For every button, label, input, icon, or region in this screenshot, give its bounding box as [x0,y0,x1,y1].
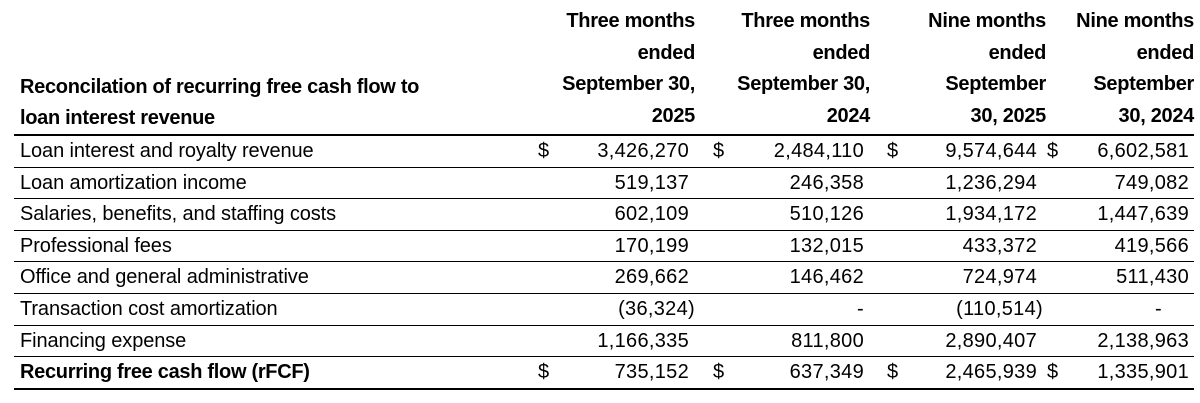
currency-symbol: $ [1047,361,1059,384]
column-header-9m-2024: Nine months ended September 30, 2024 [1076,10,1194,127]
reconciliation-table [14,6,1194,390]
table-header [14,6,1194,134]
table-title [20,72,540,134]
currency-symbol: $ [538,361,550,384]
table-row: Loan interest and royalty revenue $ 3,426,270 $ 2,484,110 $ 9,574,644 $ 6,602,581 [20,140,1189,162]
total-row: Recurring free cash flow (rFCF) $ 735,152 $ 637,349 $ 2,465,939 $ 1,335,901 [20,361,1189,384]
currency-symbol: $ [713,361,725,384]
column-header-9m-2025: Nine months ended September 30, 2025 [928,10,1046,127]
column-header-q3-2025: Three months ended September 30, 2025 [562,10,695,127]
table-title-line: Reconcilation of recurring free cash flow to [20,76,420,98]
currency-symbol: $ [538,140,550,162]
table-row: Office and general administrative 269,662 146,462 724,974 511,430 [20,266,1189,289]
currency-symbol: $ [1047,140,1059,162]
bottom-rule [14,388,1194,390]
table-row: Salaries, benefits, and staffing costs 602,109 510,126 1,934,172 1,447,639 [20,203,1189,226]
currency-symbol: $ [713,140,725,162]
table-row: Transaction cost amortization (36,324) - (110,514) - [20,297,1162,320]
table-row: Financing expense 1,166,335 811,800 2,890,407 2,138,963 [20,329,1189,352]
table-row: Professional fees 170,199 132,015 433,372 419,566 [20,234,1189,257]
currency-symbol: $ [887,361,899,384]
currency-symbol: $ [887,140,899,162]
table-row: Loan amortization income 519,137 246,358 1,236,294 749,082 [20,171,1189,194]
column-header-q3-2024: Three months ended September 30, 2024 [737,10,870,127]
table-title-line: loan interest revenue [20,107,215,129]
